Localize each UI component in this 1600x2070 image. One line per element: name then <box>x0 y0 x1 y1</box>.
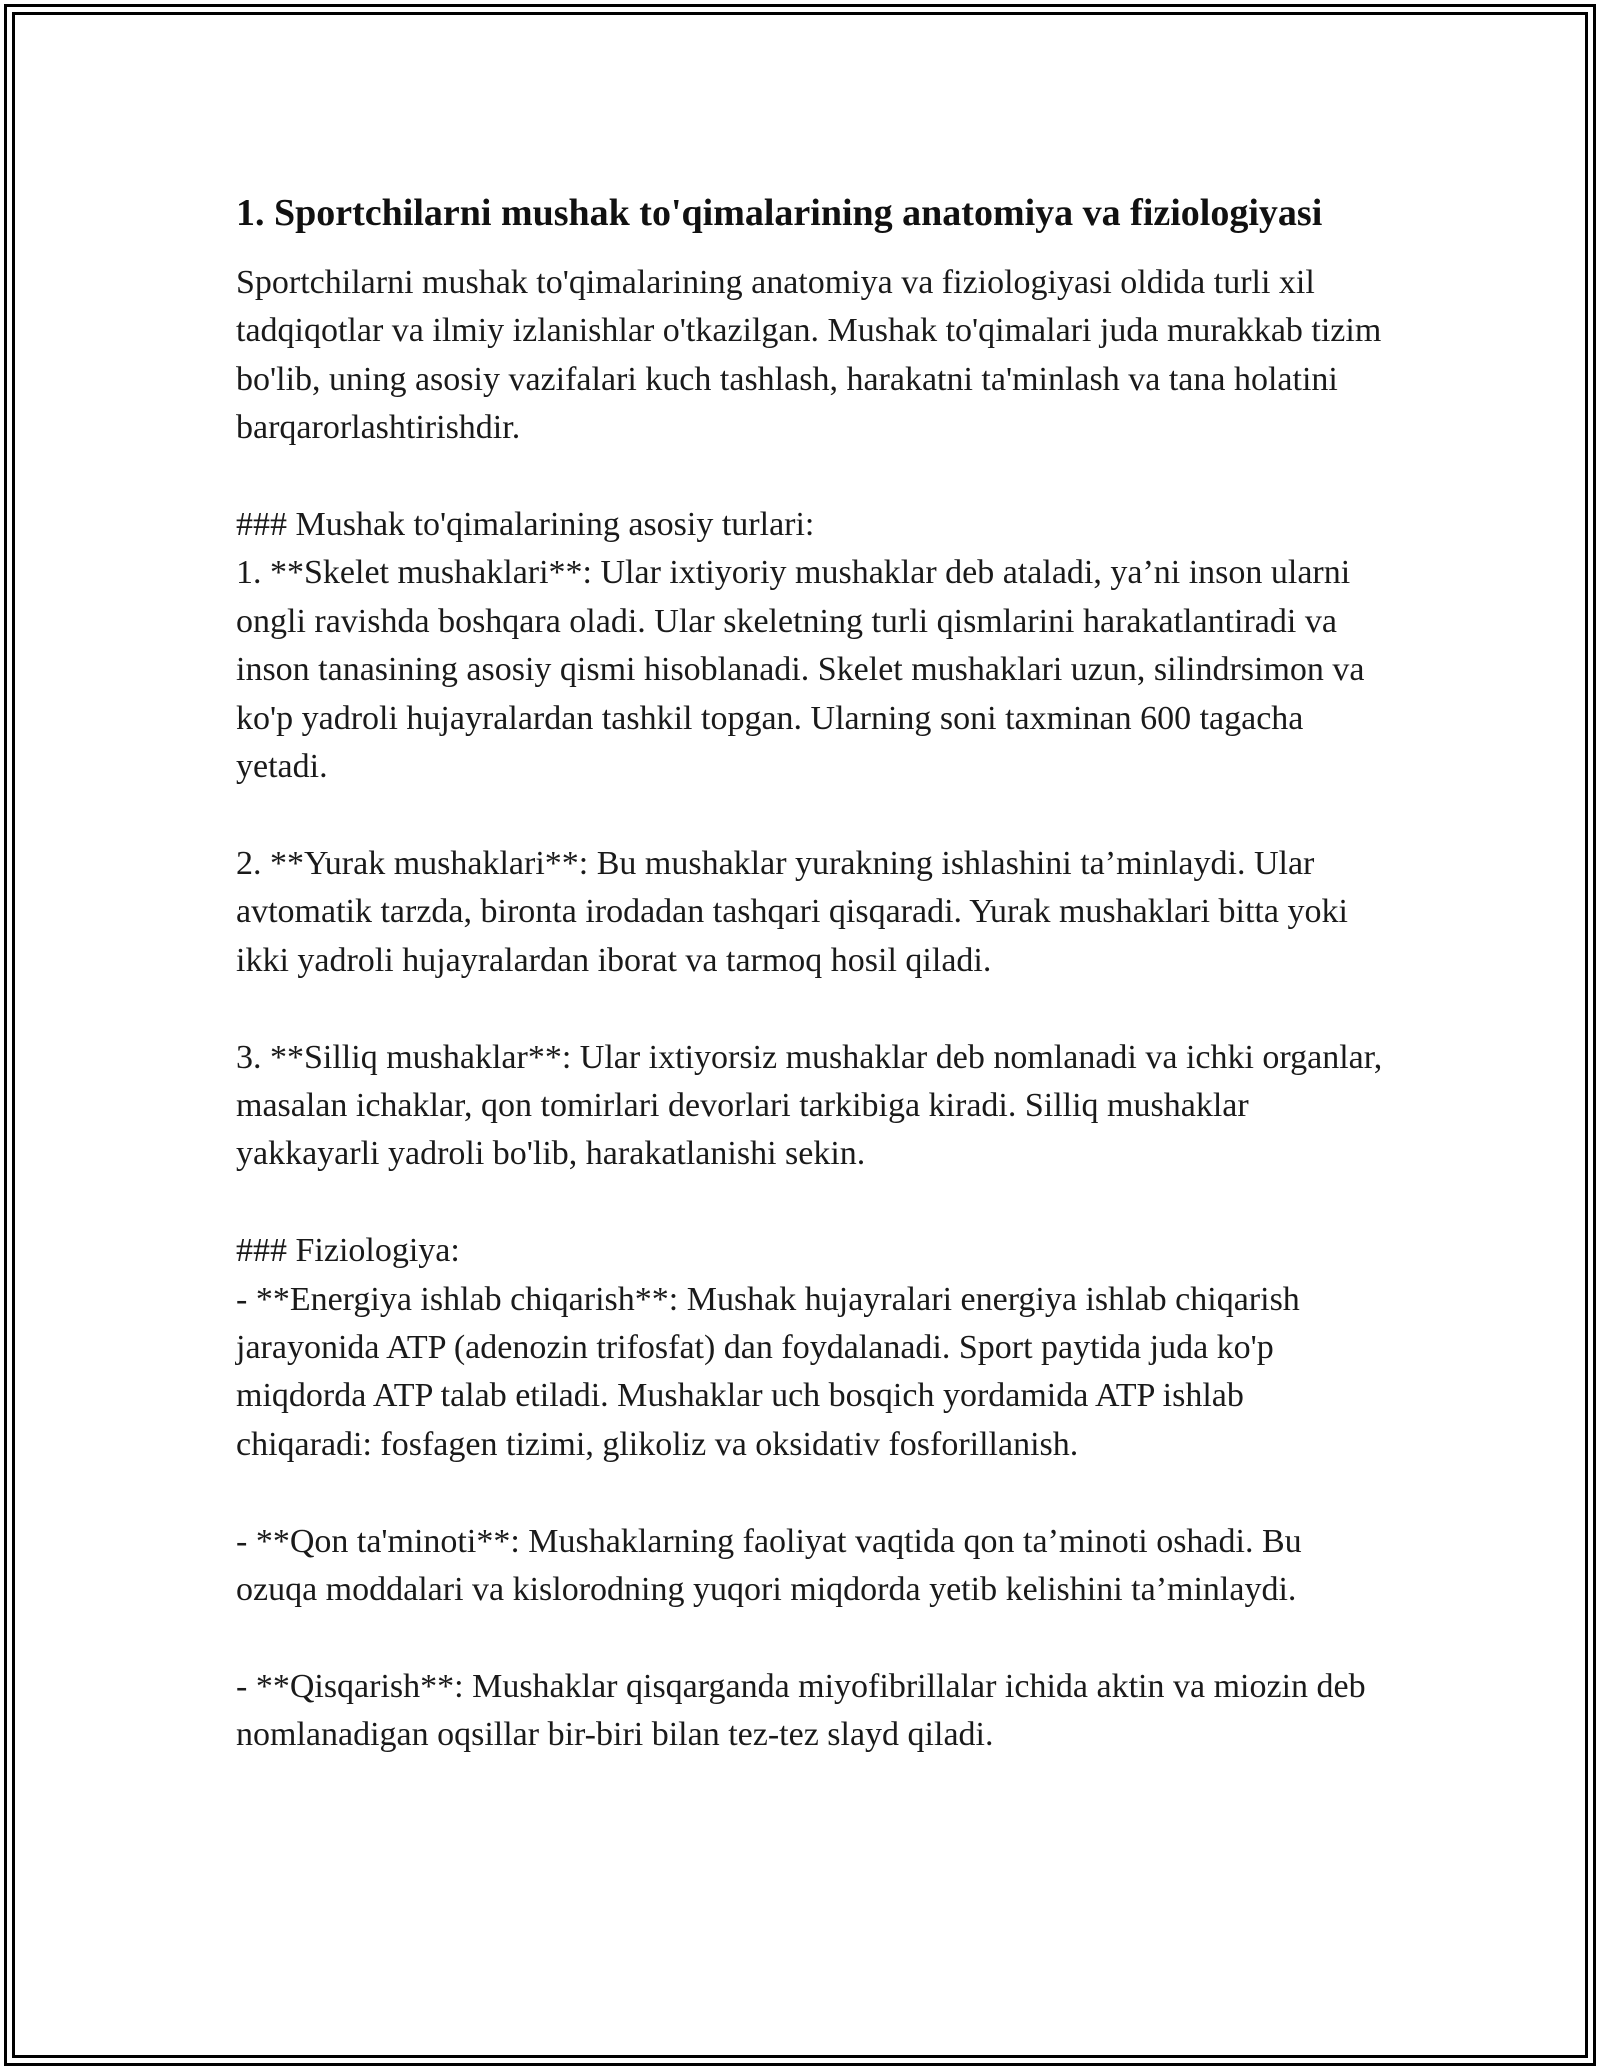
document-body: Sportchilarni mushak to'qimalarining anatomiya va fiziologiyasi oldida turli xil tadqiqotlar va ilmiy izlanishlar o'tkazilgan. Mushak to'qimalari juda murakkab tizim bo'lib, uning asosiy vazifalari kuch tashlash, harakatni ta'minlash va tana holatini barqarorlashtirishdir. ### Mushak to'qimalarining asosiy turlari: 1. **Skelet mushaklari**: Ular ixtiyoriy mushaklar deb ataladi, ya’ni inson ularni ongli ravishda boshqara oladi. Ular skeletning turli qismlarini harakatlantiradi va inson tanasining asosiy qismi hisoblanadi. Skelet mushaklari uzun, silindrsimon va ko'p yadroli hujayralardan tashkil topgan. Ularning soni taxminan 600 tagacha yetadi. 2. **Yurak mushaklari**: Bu mushaklar yurakning ishlashini ta’minlaydi. Ular avtomatik tarzda, bironta irodadan tashqari qisqaradi. Yurak mushaklari bitta yoki ikki yadroli hujayralardan iborat va tarmoq hosil qiladi. 3. **Silliq mushaklar**: Ular ixtiyorsiz mushaklar deb nomlanadi va ichki organlar, masalan ichaklar, qon tomirlari devorlari tarkibiga kiradi. Silliq mushaklar yakkayarli yadroli bo'lib, harakatlanishi sekin. ### Fiziologiya: - **Energiya ishlab chiqarish**: Mushak hujayralari energiya ishlab chiqarish jarayonida ATP (adenozin trifosfat) dan foydalanadi. Sport paytida juda ko'p miqdorda ATP talab etiladi. Mushaklar uch bosqich yordamida ATP ishlab chiqaradi: fosfagen tizimi, glikoliz va oksidativ fosforillanish. - **Qon ta'minoti**: Mushaklarning faoliyat vaqtida qon ta’minoti oshadi. Bu ozuqa moddalari va kislorodning yuqori miqdorda yetib kelishini ta’minlaydi. - **Qisqarish**: Mushaklar qisqarganda miyofibrillalar ichida aktin va miozin deb nomlanadigan oqsillar bir-biri bilan tez-tez slayd qiladi. <box>236 264 1383 1754</box>
document-content <box>236 186 1386 1760</box>
document-title: 1. Sportchilarni mushak to'qimalarining anatomiya va fiziologiyasi <box>236 192 1323 234</box>
